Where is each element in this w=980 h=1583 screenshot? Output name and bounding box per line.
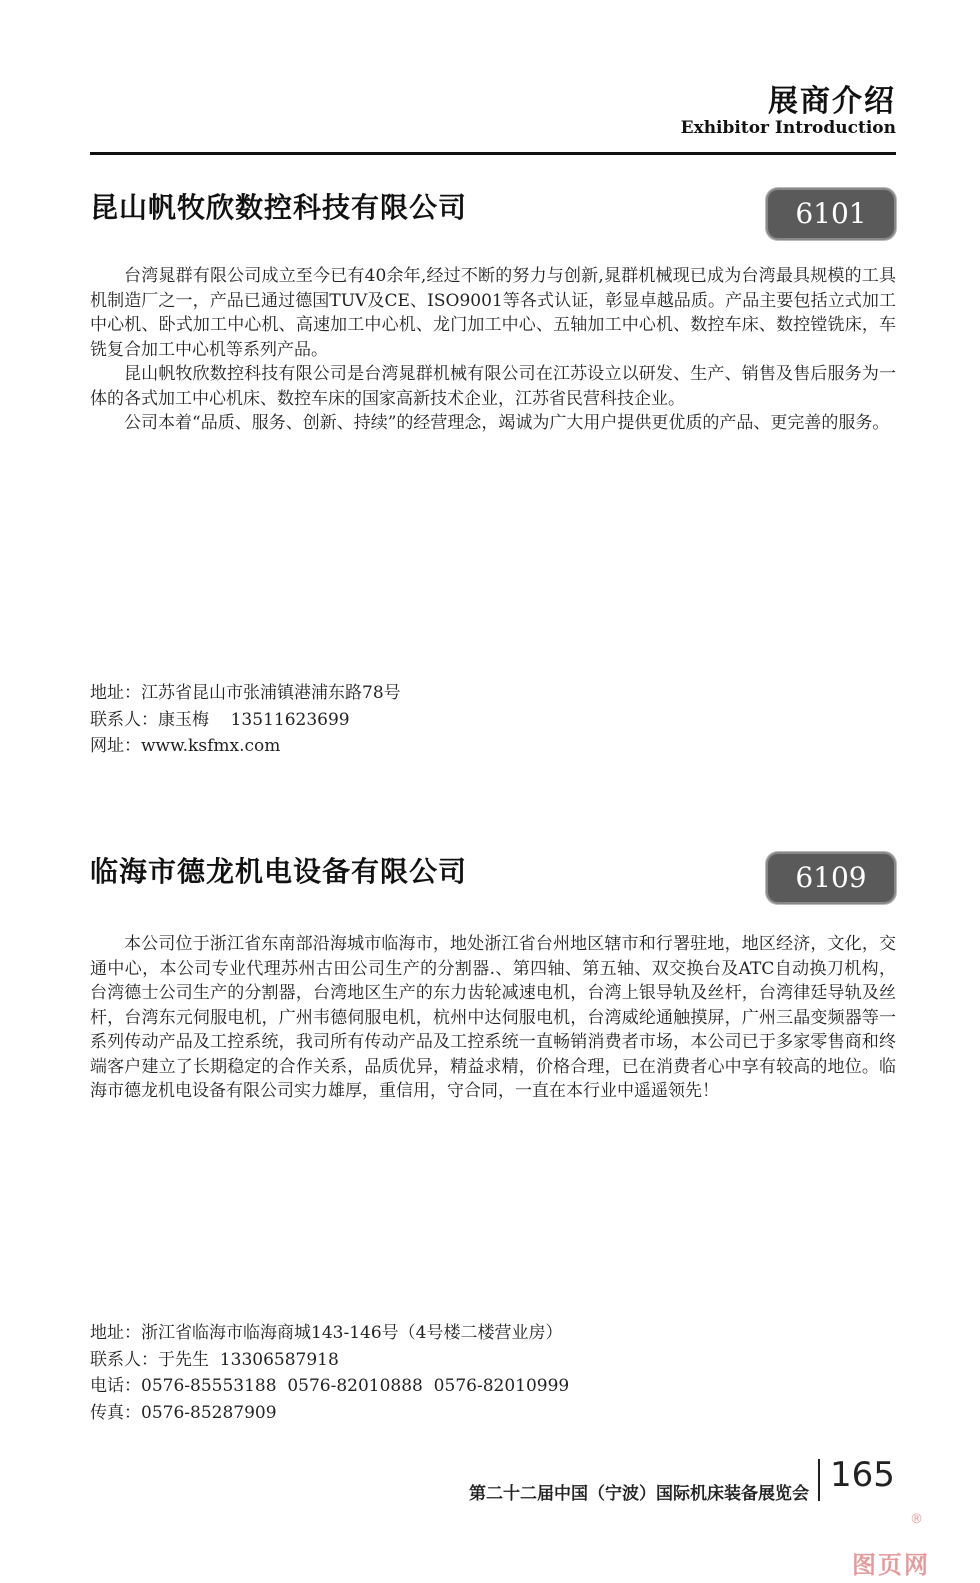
watermark-logo: 图页网 [852, 1551, 930, 1579]
contact-address: 地址：浙江省临海市临海商城143-146号（4号楼二楼营业房） [90, 1323, 563, 1343]
contact-block [90, 680, 401, 760]
company-name: 临海市德龙机电设备有限公司 [90, 855, 468, 888]
contact-person: 联系人：于先生 13306587918 [90, 1349, 339, 1370]
footer-divider [818, 1459, 820, 1501]
company-description [90, 264, 896, 436]
contact-phone: 电话：0576-85553188 0576-82010888 0576-82010999 [90, 1376, 570, 1396]
contact-website: 网址：www.ksfmx.com [90, 736, 281, 756]
page-number: 165 [830, 1455, 895, 1495]
contact-address: 地址：江苏省昆山市张浦镇港浦东路78号 [90, 683, 401, 703]
contact-person: 联系人：康玉梅 13511623699 [90, 709, 350, 730]
watermark-registered-mark: ® [910, 1512, 923, 1527]
company-description [90, 932, 896, 1104]
section-title-en: Exhibitor Introduction [680, 118, 896, 138]
description-paragraph: 昆山帆牧欣数控科技有限公司是台湾晁群机械有限公司在江苏设立以研发、生产、销售及售后服务为一体的各式加工中心机床、数控车床的国家高新技术企业，江苏省民营科技企业。 [90, 364, 896, 409]
page-footer [0, 1455, 980, 1505]
company-name: 昆山帆牧欣数控科技有限公司 [90, 191, 468, 224]
contact-fax: 传真：0576-85287909 [90, 1402, 277, 1423]
exhibition-name: 第二十二届中国（宁波）国际机床装备展览会 [469, 1484, 809, 1504]
description-paragraph: 台湾晁群有限公司成立至今已有40余年,经过不断的努力与创新,晁群机械现已成为台湾最具规模的工具机制造厂之一，产品已通过德国TUV及CE、ISO9001等各式认证，彰显卓越品质。产品主要包括立式加工中心机、卧式加工中心机、高速加工中心机、龙门加工中心、五轴加工中心机、数控车床、数控镗铣床，车铣复合加工中心机等系列产品。 [90, 266, 896, 360]
header-divider [90, 152, 896, 155]
description-paragraph: 本公司位于浙江省东南部沿海城市临海市，地处浙江省台州地区辖市和行署驻地，地区经济，文化，交通中心，本公司专业代理苏州古田公司生产的分割器.、第四轴、第五轴、双交换台及ATC自动换刀机构，台湾德士公司生产的分割器，台湾地区生产的东力齿轮减速电机，台湾上银导轨及丝杆，台湾律廷导轨及丝杆，台湾东元伺服电机，广州韦德伺服电机，杭州中达伺服电机，台湾威纶通触摸屏，广州三晶变频器等一系列传动产品及工控系统，我司所有传动产品及工控系统一直畅销消费者市场，本公司已于多家零售商和终端客户建立了长期稳定的合作关系，品质优异，精益求精，价格合理，已在消费者心中享有较高的地位。临海市德龙机电设备有限公司实力雄厚，重信用，守合同，一直在本行业中遥遥领先！ [90, 934, 896, 1101]
booth-number-badge: 6101 [766, 188, 896, 240]
description-paragraph: 公司本着“品质、服务、创新、持续”的经营理念，竭诚为广大用户提供更优质的产品、更完善的服务。 [124, 413, 890, 433]
contact-block [90, 1320, 569, 1426]
booth-number-badge: 6109 [766, 852, 896, 904]
section-title-cn: 展商介绍 [768, 84, 896, 119]
